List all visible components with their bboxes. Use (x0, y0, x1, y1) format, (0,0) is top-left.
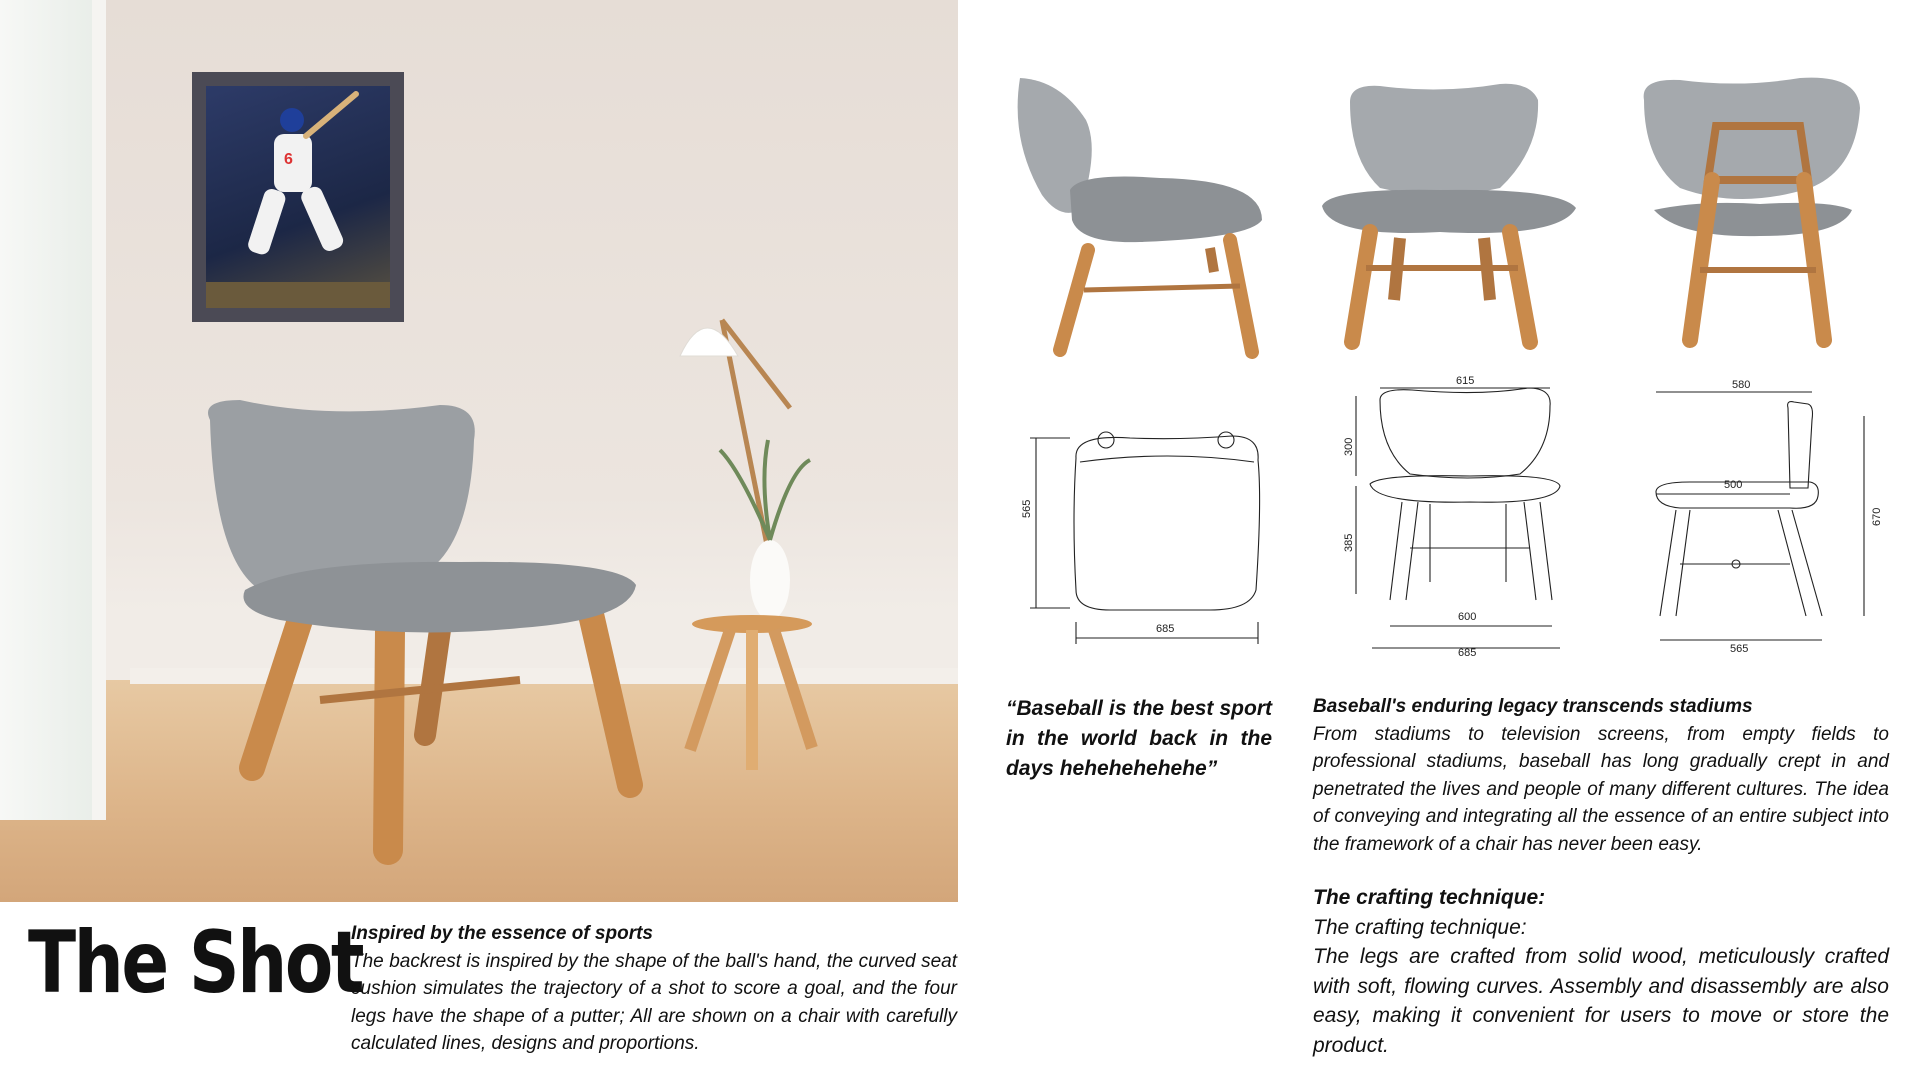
legacy-heading: Baseball's enduring legacy transcends stadiums (1313, 696, 1753, 717)
side-view-drawing (1656, 392, 1864, 640)
dim-top-width: 685 (1156, 623, 1175, 635)
room-photo (0, 0, 958, 902)
crafting-heading: The crafting technique: (1313, 886, 1546, 909)
dim-front-top-width: 615 (1456, 375, 1475, 387)
product-views (1000, 60, 1900, 380)
legacy-section (1313, 693, 1889, 858)
pull-quote: “Baseball is the best sport in the world back in the days hehehehehehe” (1006, 697, 1272, 780)
dim-side-seat-depth: 500 (1724, 479, 1743, 491)
lounge-chair-photo (0, 0, 958, 902)
dim-front-seat-height: 385 (1343, 533, 1355, 552)
chair-back-view (1644, 78, 1860, 340)
inspired-body: The backrest is inspired by the shape of the ball's hand, the curved seat cushion simulates the trajectory of a shot to score a goal, and the four legs have the shape of a putter; All are shown on a chair with carefully calculated lines, designs and proportions. (351, 950, 957, 1054)
legacy-body: From stadiums to television screens, from empty fields to professional stadiums, baseball has long gradually crept in and penetrated the lives and people of many different cultures. The idea of conveying and integrating all the essence of an entire subject into the framework of a chair has never been easy. (1313, 723, 1889, 855)
dim-front-base-width: 685 (1458, 647, 1477, 659)
chair-front-view (1322, 84, 1576, 342)
dim-top-depth: 565 (1021, 499, 1033, 518)
jersey-number: 6 (284, 151, 293, 168)
technical-drawings (1000, 370, 1900, 670)
inspired-heading: Inspired by the essence of sports (351, 923, 653, 944)
crafting-subheading: The crafting technique: (1313, 915, 1527, 939)
dim-side-top-width: 580 (1732, 379, 1751, 391)
inspired-section (351, 920, 957, 1058)
top-view-drawing (1030, 432, 1260, 644)
dim-front-inner-width: 600 (1458, 611, 1477, 623)
dim-side-base-depth: 565 (1730, 643, 1749, 655)
chair-side-view (1018, 78, 1262, 352)
front-view-drawing (1356, 388, 1560, 648)
dim-side-total-height: 670 (1871, 507, 1883, 526)
crafting-body: The legs are crafted from solid wood, meticulously crafted with soft, flowing curves. Assembly and disassembly are also easy, making it convenient for users to move or store the product. (1313, 945, 1889, 1057)
product-title: The Shot (28, 913, 363, 1013)
dim-front-back-height: 300 (1343, 437, 1355, 456)
crafting-section (1313, 883, 1889, 1060)
